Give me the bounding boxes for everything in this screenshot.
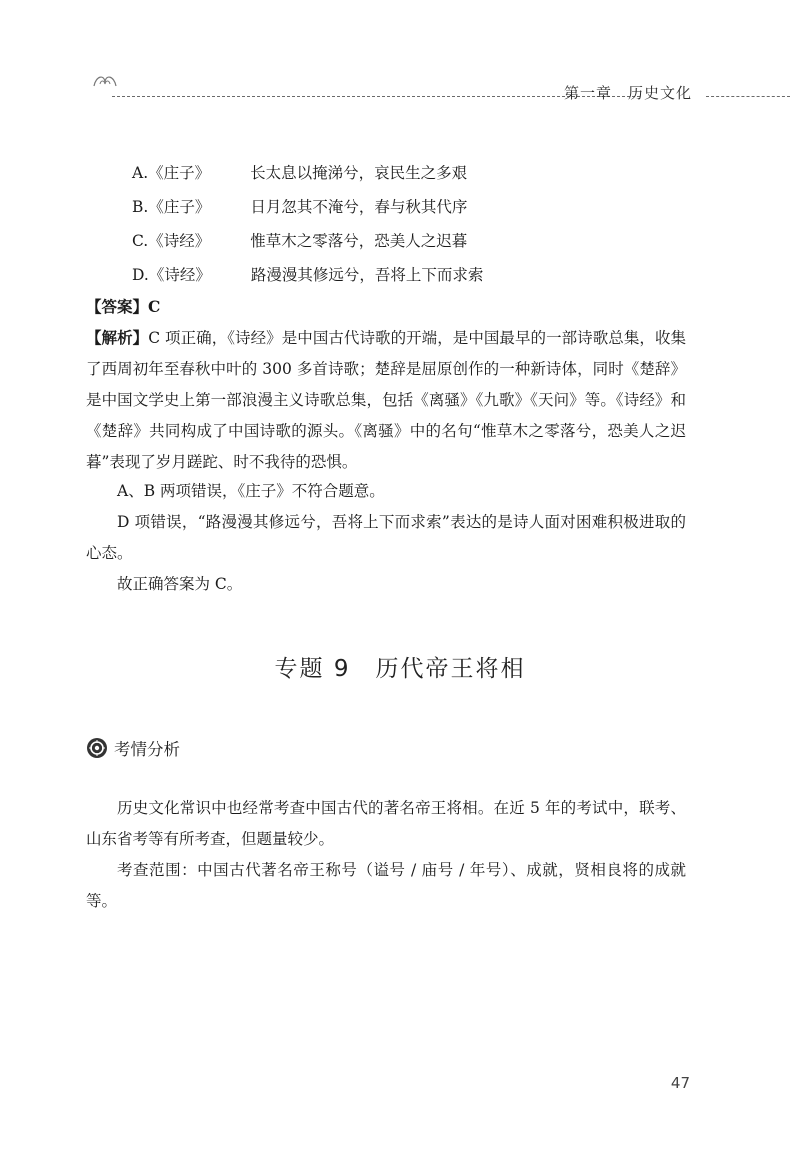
running-header bbox=[84, 72, 790, 112]
analysis-text: C 项正确，《诗经》是中国古代诗歌的开端，是中国最早的一部诗歌总集，收集了西周初年至春秋中叶的 300 多首诗歌；楚辞是屈原创作的一种新诗体，同时《楚辞》是中国文学史上第一部浪漫主义诗歌总集，包括《离骚》《九歌》《天问》等。《诗经》和《楚辞》共同构成了中国诗歌的源头。《离骚》中的名句“惟草木之零落兮，恐美人之迟暮”表现了岁月蹉跎、时不我待的恐惧。 bbox=[86, 329, 686, 471]
section-paragraph-1: 历史文化常识中也经常考查中国古代的著名帝王将相。在近 5 年的考试中，联考、山东省考等有所考查，但题量较少。 bbox=[86, 799, 686, 848]
analysis-ab-wrong: A、B 两项错误，《庄子》不符合题意。 bbox=[117, 482, 385, 500]
option-book: 《诗经》 bbox=[148, 232, 211, 250]
section-paragraph-2: 考查范围：中国古代著名帝王称号（谥号 / 庙号 / 年号）、成就，贤相良将的成就等。 bbox=[86, 861, 686, 910]
option-text: 日月忽其不淹兮，春与秋其代序 bbox=[250, 198, 468, 216]
header-rule-left bbox=[112, 96, 640, 97]
answer-label: 【答案】 bbox=[86, 297, 149, 316]
leaf-ornament-icon bbox=[90, 72, 120, 94]
option-text: 惟草木之零落兮，恐美人之迟暮 bbox=[250, 232, 468, 250]
topic-title: 专题 9 历代帝王将相 bbox=[274, 656, 526, 682]
page-number: 47 bbox=[670, 1074, 690, 1092]
option-c bbox=[132, 224, 483, 258]
answer-value: C bbox=[148, 297, 161, 316]
option-book: 《庄子》 bbox=[148, 164, 211, 182]
analysis-conclusion: 故正确答案为 C。 bbox=[117, 575, 243, 593]
disc-badge-icon bbox=[86, 737, 108, 759]
answer-line bbox=[86, 291, 686, 323]
chapter-title: 第一章 历史文化 bbox=[564, 84, 693, 102]
option-book: 《庄子》 bbox=[148, 198, 211, 216]
option-book: 《诗经》 bbox=[148, 266, 211, 284]
option-letter: B. bbox=[132, 198, 149, 216]
section-title: 考情分析 bbox=[114, 740, 180, 759]
analysis-paragraph bbox=[86, 322, 686, 478]
option-d bbox=[132, 258, 483, 292]
option-letter: D. bbox=[132, 266, 149, 284]
option-letter: A. bbox=[132, 164, 149, 182]
header-rule-right bbox=[706, 96, 790, 97]
option-text: 路漫漫其修远兮，吾将上下而求索 bbox=[250, 266, 484, 284]
analysis-d-wrong: D 项错误，“路漫漫其修远兮，吾将上下而求索”表达的是诗人面对困难积极进取的心态。 bbox=[86, 513, 686, 562]
option-b bbox=[132, 190, 483, 224]
option-letter: C. bbox=[132, 232, 149, 250]
option-text: 长太息以掩涕兮，哀民生之多艰 bbox=[250, 164, 468, 182]
analysis-label: 【解析】 bbox=[86, 328, 149, 347]
answer-options bbox=[132, 156, 483, 292]
option-a bbox=[132, 156, 483, 190]
